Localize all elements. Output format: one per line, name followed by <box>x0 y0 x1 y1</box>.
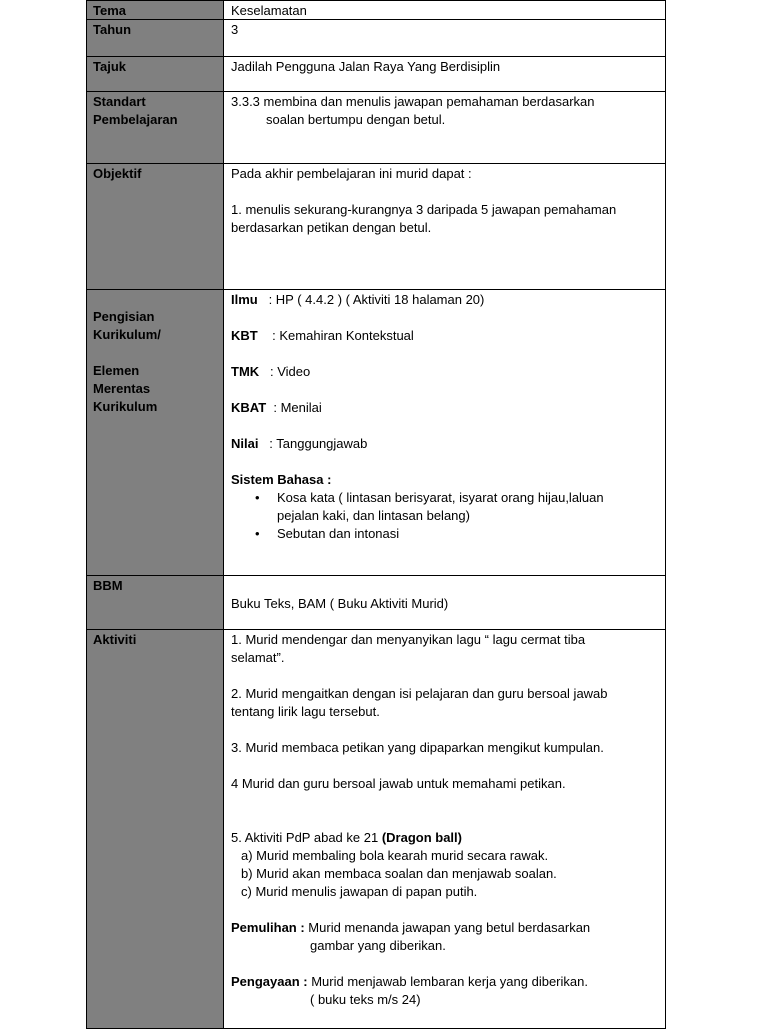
value-bbm: Buku Teks, BAM ( Buku Aktiviti Murid) <box>231 596 449 611</box>
value-pengisian <box>224 290 665 575</box>
aktiviti-5a: a) Murid membaling bola kearah murid secara rawak. <box>241 848 549 863</box>
label-tajuk: Tajuk <box>87 57 224 91</box>
objektif-line-1: Pada akhir pembelajaran ini murid dapat : <box>231 166 472 181</box>
aktiviti-4: 4 Murid dan guru bersoal jawab untuk memahami petikan. <box>231 776 566 791</box>
kbt-line <box>231 327 658 345</box>
kbat-key: KBAT <box>231 400 267 415</box>
nilai-value: : Tanggungjawab <box>258 436 368 451</box>
nilai-key: Nilai <box>231 436 259 451</box>
value-tahun: 3 <box>231 22 239 37</box>
aktiviti-5-bold: (Dragon ball) <box>381 830 462 845</box>
aktiviti-2-line-1: 2. Murid mengaitkan dengan isi pelajaran dan guru bersoal jawab <box>231 686 608 701</box>
label-tema: Tema <box>87 1 224 19</box>
label-standart-1: Standart <box>93 94 146 109</box>
row-tema <box>86 0 666 20</box>
standart-line-2: soalan bertumpu dengan betul. <box>266 112 446 127</box>
row-bbm <box>86 575 666 630</box>
label-pengisian-5: Kurikulum <box>93 399 158 414</box>
pengayaan-value-1: Murid menjawab lembaran kerja yang diberikan. <box>307 974 588 989</box>
label-objektif: Objektif <box>87 164 224 289</box>
value-standart <box>224 92 665 163</box>
value-aktiviti <box>224 630 665 1028</box>
sebutan-line: • Sebutan dan intonasi <box>277 526 400 541</box>
row-aktiviti <box>86 629 666 1029</box>
aktiviti-5 <box>231 829 658 847</box>
kbat-line <box>231 399 658 417</box>
nilai-line <box>231 435 658 453</box>
pengayaan-line-2: ( buku teks m/s 24) <box>310 992 421 1007</box>
aktiviti-5b: b) Murid akan membaca soalan dan menjawab soalan. <box>241 866 557 881</box>
kosa-kata-line-1: • Kosa kata ( lintasan berisyarat, isyarat orang hijau,laluan <box>277 490 604 505</box>
label-standart <box>87 92 224 163</box>
ilmu-value: : HP ( 4.4.2 ) ( Aktiviti 18 halaman 20) <box>257 292 485 307</box>
row-pengisian <box>86 289 666 576</box>
list-item <box>277 525 658 543</box>
label-bbm: BBM <box>87 576 224 629</box>
kosa-kata-line-2: pejalan kaki, dan lintasan belang) <box>277 508 470 523</box>
label-standart-2: Pembelajaran <box>93 112 178 127</box>
standart-line-1: 3.3.3 membina dan menulis jawapan pemahaman berdasarkan <box>231 94 595 109</box>
value-tajuk: Jadilah Pengguna Jalan Raya Yang Berdisiplin <box>231 59 501 74</box>
tmk-value: : Video <box>259 364 311 379</box>
lesson-plan-table <box>86 0 668 1024</box>
value-objektif <box>224 164 665 289</box>
ilmu-line <box>231 291 658 309</box>
sistem-bahasa-list <box>231 489 658 543</box>
aktiviti-3: 3. Murid membaca petikan yang dipaparkan mengikut kumpulan. <box>231 740 604 755</box>
value-tema: Keselamatan <box>231 3 307 18</box>
tmk-line <box>231 363 658 381</box>
pemulihan-line-1 <box>231 919 658 937</box>
row-standart <box>86 91 666 164</box>
label-pengisian-3: Elemen <box>93 363 140 378</box>
label-pengisian <box>87 290 224 575</box>
row-tahun <box>86 19 666 57</box>
pemulihan-line-2: gambar yang diberikan. <box>310 938 446 953</box>
kbt-key: KBT <box>231 328 258 343</box>
aktiviti-1-line-1: 1. Murid mendengar dan menyanyikan lagu “ lagu cermat tiba <box>231 632 586 647</box>
pengayaan-key: Pengayaan : <box>231 974 308 989</box>
objektif-line-3: berdasarkan petikan dengan betul. <box>231 220 432 235</box>
kbt-value: : Kemahiran Kontekstual <box>257 328 414 343</box>
row-tajuk <box>86 56 666 92</box>
aktiviti-5c: c) Murid menulis jawapan di papan putih. <box>241 884 478 899</box>
kbat-value: : Menilai <box>266 400 322 415</box>
row-objektif <box>86 163 666 290</box>
tmk-key: TMK <box>231 364 260 379</box>
aktiviti-5-text: 5. Aktiviti PdP abad ke 21 <box>231 830 382 845</box>
label-pengisian-1: Pengisian <box>93 309 155 324</box>
aktiviti-1-line-2: selamat”. <box>231 650 285 665</box>
label-aktiviti: Aktiviti <box>87 630 224 1028</box>
list-item <box>277 489 658 525</box>
label-pengisian-4: Merentas <box>93 381 151 396</box>
pemulihan-value-1: Murid menanda jawapan yang betul berdasarkan <box>304 920 591 935</box>
aktiviti-2-line-2: tentang lirik lagu tersebut. <box>231 704 380 719</box>
ilmu-key: Ilmu <box>231 292 258 307</box>
pengayaan-line-1 <box>231 973 658 991</box>
pemulihan-key: Pemulihan : <box>231 920 305 935</box>
label-pengisian-2: Kurikulum/ <box>93 327 161 342</box>
sistem-bahasa-heading: Sistem Bahasa : <box>231 472 332 487</box>
objektif-line-2: 1. menulis sekurang-kurangnya 3 daripada 5 jawapan pemahaman <box>231 202 617 217</box>
label-tahun: Tahun <box>87 20 224 56</box>
